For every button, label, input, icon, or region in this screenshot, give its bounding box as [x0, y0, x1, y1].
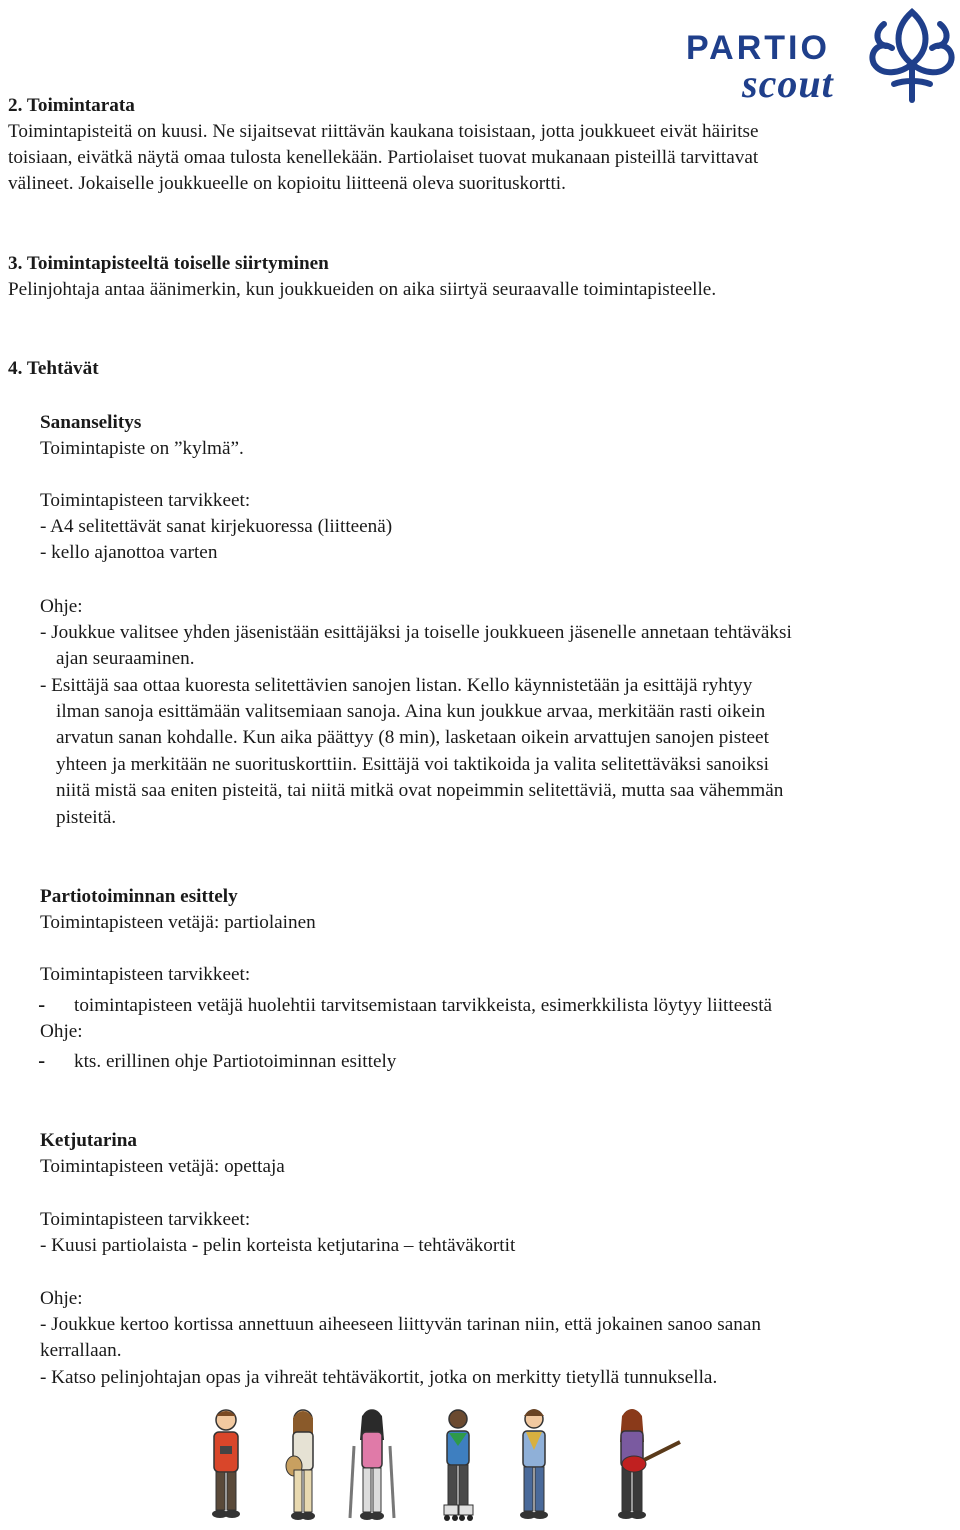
section-3-heading: 3. Toimintapisteeltä toiselle siirtyminen	[8, 253, 329, 274]
sananselitys-supply-2: - kello ajanottoa varten	[40, 542, 218, 563]
ketjutarina-supplies-item: - Kuusi partiolaista - pelin korteista ketjutarina – tehtäväkortit	[40, 1235, 516, 1256]
partiotoiminta-title: Partiotoiminnan esittely	[40, 886, 238, 907]
partiotoiminta-ohje-dash: -	[38, 1048, 46, 1073]
section-3-line: Pelinjohtaja antaa äänimerkin, kun joukkueiden on aika siirtyä seuraavalle toimintapisteelle.	[8, 279, 717, 300]
partiotoiminta-supplies-label: Toimintapisteen tarvikkeet:	[40, 964, 251, 985]
ketjutarina-ohje-line-1: - Joukkue kertoo kortissa annettuun aiheeseen liittyvän tarinan niin, että jokainen sanoo sanan	[40, 1314, 761, 1335]
partio-scout-logo	[684, 4, 960, 108]
partiotoiminta-ohje-label: Ohje:	[40, 1021, 83, 1042]
partiotoiminta-leader: Toimintapisteen vetäjä: partiolainen	[40, 912, 316, 933]
scout-with-guitar-illustration	[278, 1406, 328, 1526]
ketjutarina-ohje-line-2: kerrallaan.	[40, 1340, 122, 1361]
sananselitys-title: Sananselitys	[40, 412, 142, 433]
ketjutarina-leader: Toimintapisteen vetäjä: opettaja	[40, 1156, 285, 1177]
logo-text-scout: scout	[742, 61, 834, 106]
section-4-heading: 4. Tehtävät	[8, 358, 99, 379]
sananselitys-supply-1: - A4 selitettävät sanat kirjekuoressa (liitteenä)	[40, 516, 393, 537]
sananselitys-ohje-label: Ohje:	[40, 596, 83, 617]
scout-with-crutches-illustration	[344, 1406, 400, 1526]
ketjutarina-supplies-label: Toimintapisteen tarvikkeet:	[40, 1209, 251, 1230]
sananselitys-ohje-line-3: - Esittäjä saa ottaa kuoresta selitettävien sanojen listan. Kello käynnistetään ja esittäjä ryhtyy	[40, 675, 753, 696]
section-2-line-3: välineet. Jokaiselle joukkueelle on kopioitu liitteenä oleva suorituskortti.	[8, 173, 566, 194]
scout-rollerblading-illustration	[430, 1406, 486, 1526]
scout-with-scarf-illustration	[506, 1406, 562, 1526]
partiotoiminta-supplies-dash: -	[38, 992, 46, 1017]
partiotoiminta-ohje-item: kts. erillinen ohje Partiotoiminnan esittely	[74, 1051, 397, 1072]
sananselitys-ohje-line-1: - Joukkue valitsee yhden jäsenistään esittäjäksi ja toiselle joukkueen jäsenelle annetaan tehtäväksi	[40, 622, 792, 643]
section-2-line-2: toisiaan, eivätkä näytä omaa tulosta kenellekään. Partiolaiset tuovat mukanaan pisteillä tarvittavat	[8, 147, 759, 168]
ketjutarina-ohje-label: Ohje:	[40, 1288, 83, 1309]
scout-with-electric-guitar-illustration	[600, 1406, 684, 1526]
sananselitys-ohje-line-8: pisteitä.	[56, 807, 117, 828]
fleur-de-lis-icon	[864, 4, 960, 108]
ketjutarina-title: Ketjutarina	[40, 1130, 137, 1151]
sananselitys-supplies-label: Toimintapisteen tarvikkeet:	[40, 490, 251, 511]
ketjutarina-ohje-line-3: - Katso pelinjohtajan opas ja vihreät tehtäväkortit, jotka on merkitty tietyllä tunnuksella.	[40, 1367, 718, 1388]
sananselitys-ohje-line-5: arvatun sanan kohdalle. Kun aika päättyy (8 min), lasketaan oikein arvattujen sanojen pisteet	[56, 727, 769, 748]
partiotoiminta-supplies-item: toimintapisteen vetäjä huolehtii tarvitsemistaan tarvikkeista, esimerkkilista löytyy liitteestä	[74, 995, 773, 1016]
sananselitys-subtitle: Toimintapiste on ”kylmä”.	[40, 438, 244, 459]
section-2-heading: 2. Toimintarata	[8, 95, 135, 116]
sananselitys-ohje-line-6: yhteen ja merkitään ne suorituskorttiin. Esittäjä voi taktikoida ja valita selitettäväksi sanoiksi	[56, 754, 769, 775]
sananselitys-ohje-line-4: ilman sanoja esittämään valitsemiaan sanoja. Aina kun joukkue arvaa, merkitään rasti oikein	[56, 701, 766, 722]
sananselitys-ohje-line-2: ajan seuraaminen.	[56, 648, 195, 669]
section-2-line-1: Toimintapisteitä on kuusi. Ne sijaitsevat riittävän kaukana toisistaan, jotta joukkueet eivät häiritse	[8, 121, 759, 142]
logo-text-partio: PARTIO	[686, 29, 830, 67]
scout-with-camera-illustration	[196, 1406, 256, 1526]
sananselitys-ohje-line-7: niitä mistä saa eniten pisteitä, tai niitä mitkä ovat nopeimmin selitettäviä, mutta saa vähemmän	[56, 780, 784, 801]
